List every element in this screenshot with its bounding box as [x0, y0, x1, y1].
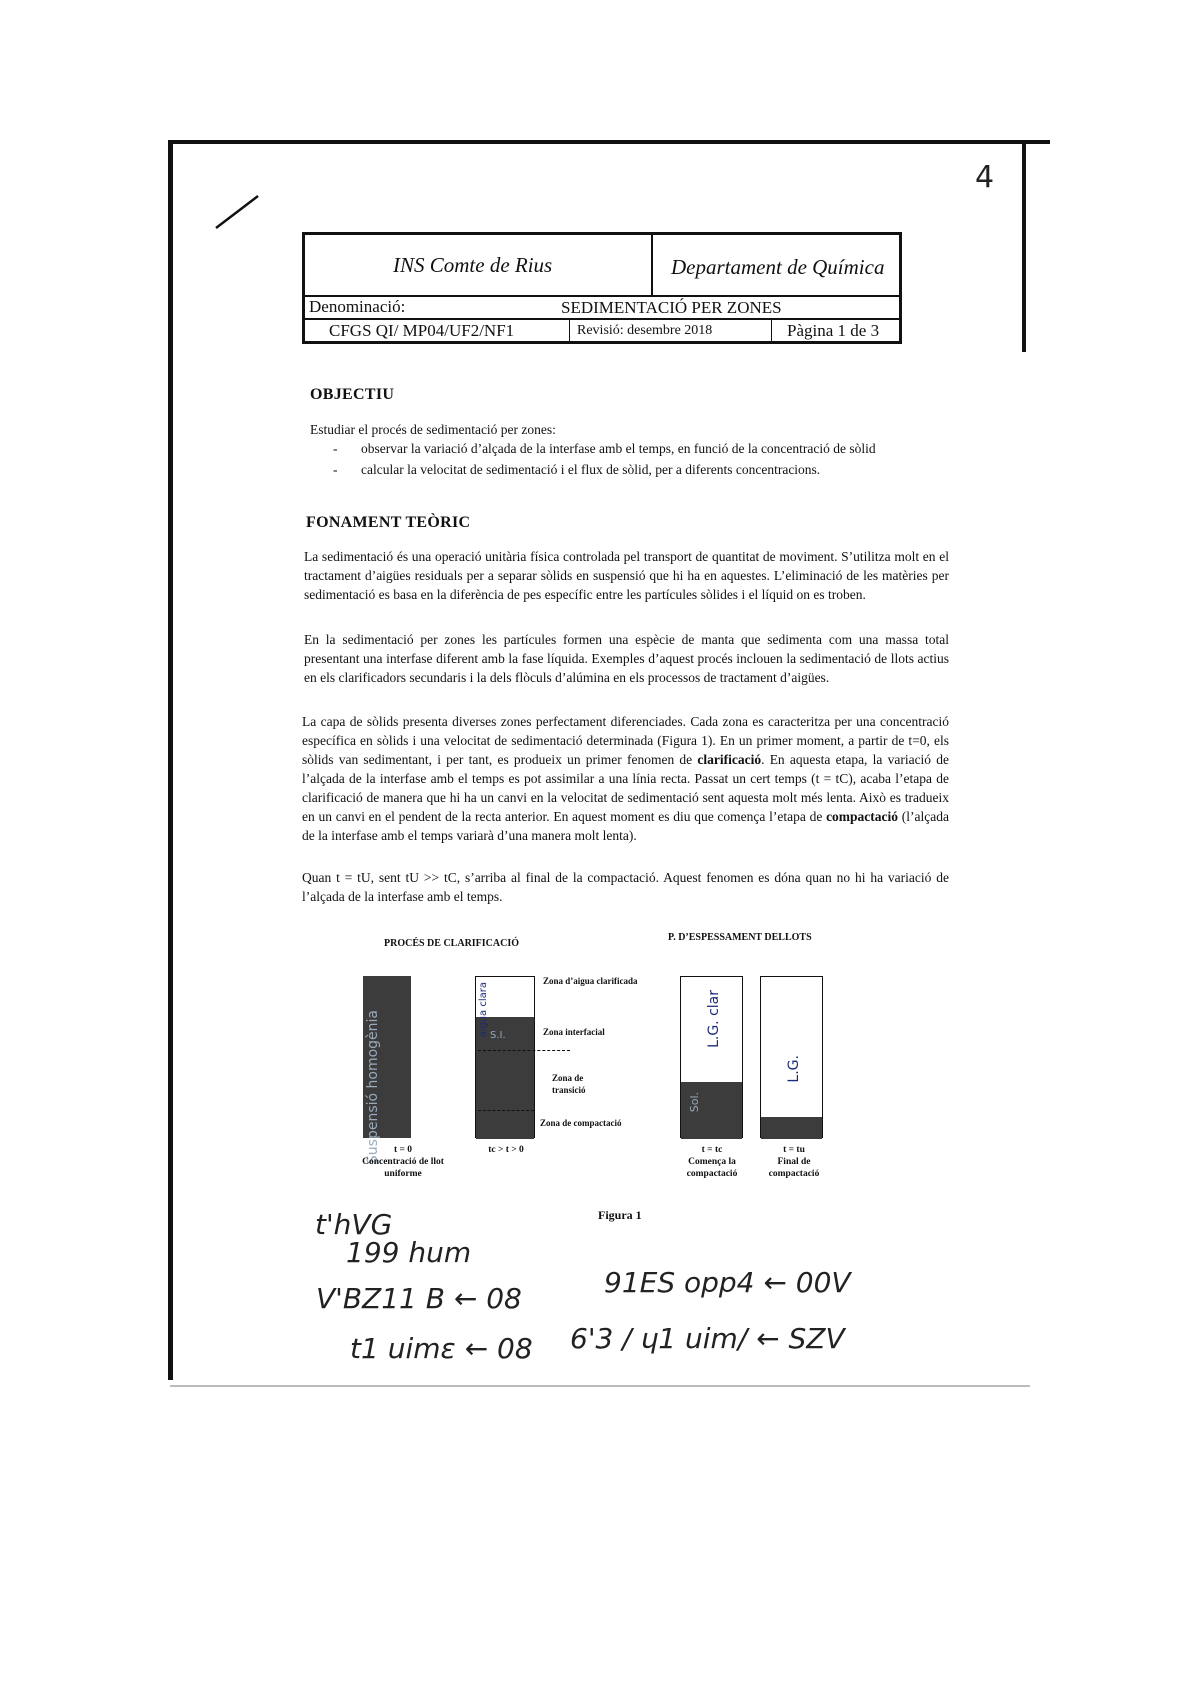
note-line-3: V'BZ11 B ← 08	[316, 1282, 522, 1315]
theory-heading: FONAMENT TEÒRIC	[306, 514, 471, 531]
pen-stroke-mark	[212, 192, 262, 232]
page-number: Pàgina 1 de 3	[787, 321, 880, 340]
course-code: CFGS QI/ MP04/UF2/NF1	[329, 321, 515, 340]
revision: Revisió: desembre 2018	[577, 323, 713, 338]
zone-transition: Zona de transició	[552, 1073, 586, 1095]
zone-interfacial: Zona interfacial	[543, 1027, 605, 1037]
document-title: SEDIMENTACIÓ PER ZONES	[561, 298, 782, 317]
note-line-4: 91ES opp4 ← 00V	[604, 1266, 851, 1299]
scan-edge-top	[170, 140, 1050, 144]
scan-edge-left	[168, 140, 173, 1380]
denomination-label: Denominació:	[309, 297, 406, 316]
objective-intro: Estudiar el procés de sedimentació per zones:	[310, 422, 556, 437]
zone-clarified-water: Zona d’aigua clarificada	[543, 976, 638, 986]
theory-paragraph-3: La capa de sòlids presenta diverses zones perfectament diferenciades. Cada zona es caracteritza per una concentració específica en sòlids i una velocitat de sedimentació determinada (Figura 1). En un primer moment, a partir de t=0, els sòlids van sedimentant, i per tant, es produeix un primer fenomen de clarificació. En aquesta etapa, la variació de l’alçada de la interfase amb el temps es pot assimilar a una línia recta. Passat un cert temps (t = tC), acaba l’etapa de clarificació de manera que hi ha un canvi en la velocitat de sedimentació sent aquesta molt més lenta. Això es tradueix en un canvi en el pendent de la recta anterior. En aquest moment es diu que comença l’etapa de compactació (l’alçada de la interfase amb el temps variarà d’una manera molt lenta).	[302, 714, 950, 843]
figure-caption: Figura 1	[598, 1208, 642, 1222]
handwriting-col4: L.G.	[786, 1055, 802, 1083]
theory-paragraph-4: Quan t = tU, sent tU >> tC, s’arriba al final de la compactació. Aquest fenomen es dóna quan no hi ha variació de l’alçada de la interfase amb el temps.	[302, 870, 949, 904]
handwriting-col3a: L.G. clar	[706, 990, 722, 1048]
figure-title-clarification: PROCÉS DE CLARIFICACIÓ	[384, 938, 520, 949]
handwriting-col2a: aigua clara	[478, 982, 489, 1038]
objective-item-1: - observar la variació d’alçada de la interfase amb el temps, en funció de la concentració de sòlid	[333, 441, 876, 456]
objective-heading: OBJECTIU	[310, 386, 395, 403]
handwriting-col2b: S.I.	[490, 1030, 506, 1041]
scan-edge-bottom	[170, 1385, 1030, 1387]
compaction-dashline	[478, 1110, 534, 1111]
handwriting-col1: Suspensió homogènia	[365, 1010, 381, 1165]
caption-end-compaction: t = tu Final de compactació	[768, 1145, 820, 1179]
note-line-6: 6'3 / ɥ1 uim/ ← SZV	[570, 1322, 845, 1355]
objective-item-2: - calcular la velocitat de sedimentació i el flux de sòlid, per a diferents concentracions.	[333, 462, 821, 477]
zone-compaction: Zona de compactació	[540, 1118, 622, 1128]
note-line-5: t1 uimɛ ← 08	[350, 1332, 533, 1365]
scan-edge-right	[1022, 142, 1026, 352]
caption-clarifying: tc > t > 0	[488, 1145, 524, 1155]
department-name: Departament de Química	[671, 255, 885, 279]
caption-start-compaction: t = tc Comença la compactació	[686, 1145, 738, 1179]
theory-paragraph-2: En la sedimentació per zones les partícules formen una espècie de manta que sedimenta com una massa total presentant una interfase diferent amb la fase líquida. Exemples d’aquest procés inclouen la sedimentació de llots actius en els clarificadors secundaris i la dels flòculs d’alúmina en els processos de tractament d’aigües.	[304, 632, 949, 685]
caption-t0: t = 0 Concentració de llot uniforme	[362, 1145, 444, 1179]
objective-list	[333, 439, 948, 479]
school-name: INS Comte de Rius	[393, 253, 553, 277]
handwriting-col3b: Sol.	[688, 1092, 701, 1113]
figure-title-thickening: P. D’ESPESSAMENT DELLOTS	[668, 932, 812, 943]
interface-dashline	[478, 1050, 570, 1051]
note-line-2: 199 hum	[346, 1236, 472, 1269]
document-header	[302, 232, 902, 344]
page-mark: 4	[975, 160, 995, 195]
note-line-1: t'hVG	[315, 1208, 393, 1241]
theory-paragraph-1: La sedimentació és una operació unitària física controlada pel transport de quantitat de moviment. S’utilitza molt en el tractament d’aigües residuals per a separar sòlids en suspensió que hi ha en aquestes. L’eliminació de les matèries per sedimentació es basa en la diferència de pes específic entre les partícules sòlides i el líquid on es troben.	[304, 549, 949, 602]
